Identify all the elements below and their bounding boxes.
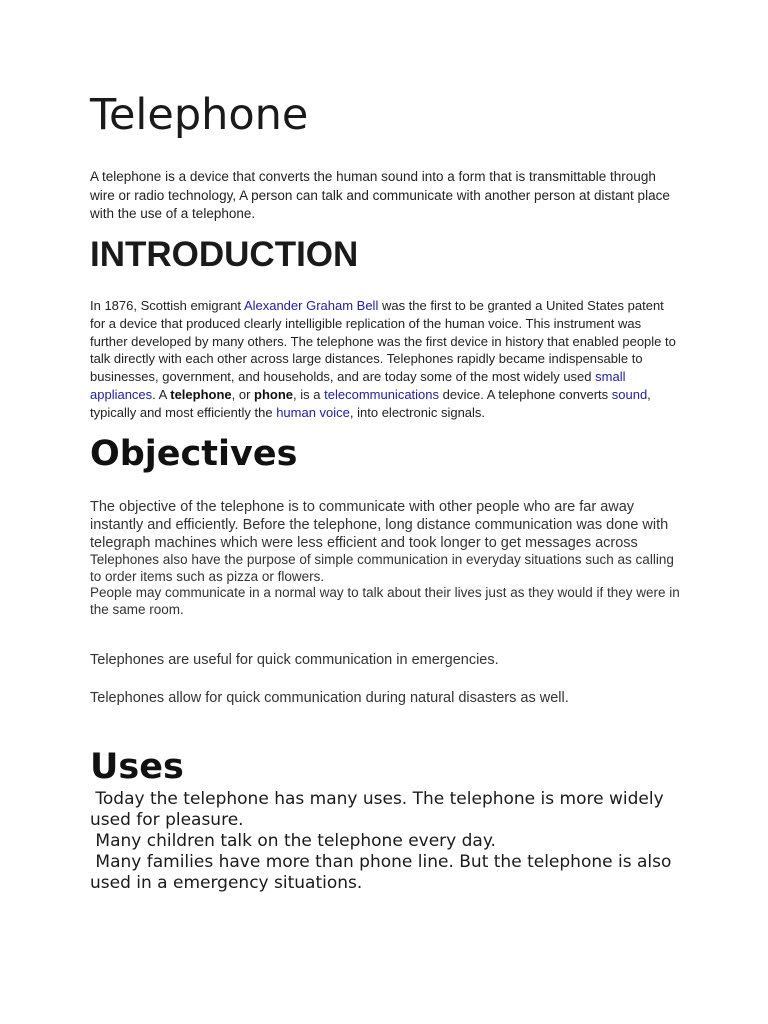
link-human-voice[interactable]: human voice bbox=[276, 404, 350, 420]
objectives-paragraph: People may communicate in a normal way to talk about their lives just as they would if they were in the same room. bbox=[90, 585, 680, 617]
objectives-section bbox=[90, 498, 680, 706]
uses-item: Many children talk on the telephone every day. bbox=[90, 831, 496, 851]
objectives-paragraph: Telephones also have the purpose of simple communication in everyday situations such as calling to order items such as pizza or flowers. bbox=[90, 552, 674, 584]
uses-item: Many families have more than phone line. But the telephone is also used in a emergency situations. bbox=[90, 852, 677, 893]
link-telecommunications[interactable]: telecommunications bbox=[324, 386, 440, 402]
objectives-paragraph: Telephones allow for quick communication during natural disasters as well. bbox=[90, 690, 569, 706]
intro-text: device. A telephone converts bbox=[439, 386, 612, 402]
intro-text: , is a bbox=[293, 386, 325, 402]
term-phone: phone bbox=[254, 386, 294, 402]
intro-paragraph: A telephone is a device that converts the human sound into a form that is transmittable through wire or radio technology, A person can talk and communicate with another person at distant place with the use of a telephone. bbox=[90, 169, 670, 221]
link-alexander-graham-bell[interactable]: Alexander Graham Bell bbox=[243, 298, 379, 313]
link-small-appliances[interactable]: small appliances bbox=[90, 369, 626, 402]
intro-text: was the first to be granted a United States patent for a device that produced clearly intelligible replication of the human voice. This instrument was further developed by many others. The telephone was the first device in history that enabled people to talk directly with each other across large distances. Telephones rapidly became indispensable to businesses, government, and households, and are today some of the most widely used bbox=[90, 298, 676, 385]
introduction-heading: INTRODUCTION bbox=[90, 235, 359, 274]
intro-text: , typically and most efficiently the bbox=[90, 386, 651, 420]
introduction-paragraph bbox=[90, 297, 680, 422]
link-sound[interactable]: sound bbox=[611, 386, 648, 402]
uses-item: Today the telephone has many uses. The telephone is more widely used for pleasure. bbox=[90, 789, 670, 830]
intro-text: . A bbox=[152, 386, 171, 402]
intro-text: , or bbox=[231, 386, 255, 402]
intro-text: In 1876, Scottish emigrant bbox=[90, 298, 244, 313]
objectives-paragraph: Telephones are useful for quick communication in emergencies. bbox=[90, 652, 499, 668]
page-title: Telephone bbox=[90, 90, 309, 140]
uses-section bbox=[90, 789, 680, 894]
intro-text: , into electronic signals. bbox=[349, 404, 486, 420]
objectives-paragraph: The objective of the telephone is to communicate with other people who are far away instantly and efficiently. Before the telephone, long distance communication was done with telegraph machines which were less efficient and took longer to get messages across bbox=[90, 499, 669, 551]
term-telephone: telephone bbox=[170, 386, 232, 402]
objectives-heading: Objectives bbox=[90, 434, 298, 474]
uses-heading: Uses bbox=[90, 747, 184, 787]
